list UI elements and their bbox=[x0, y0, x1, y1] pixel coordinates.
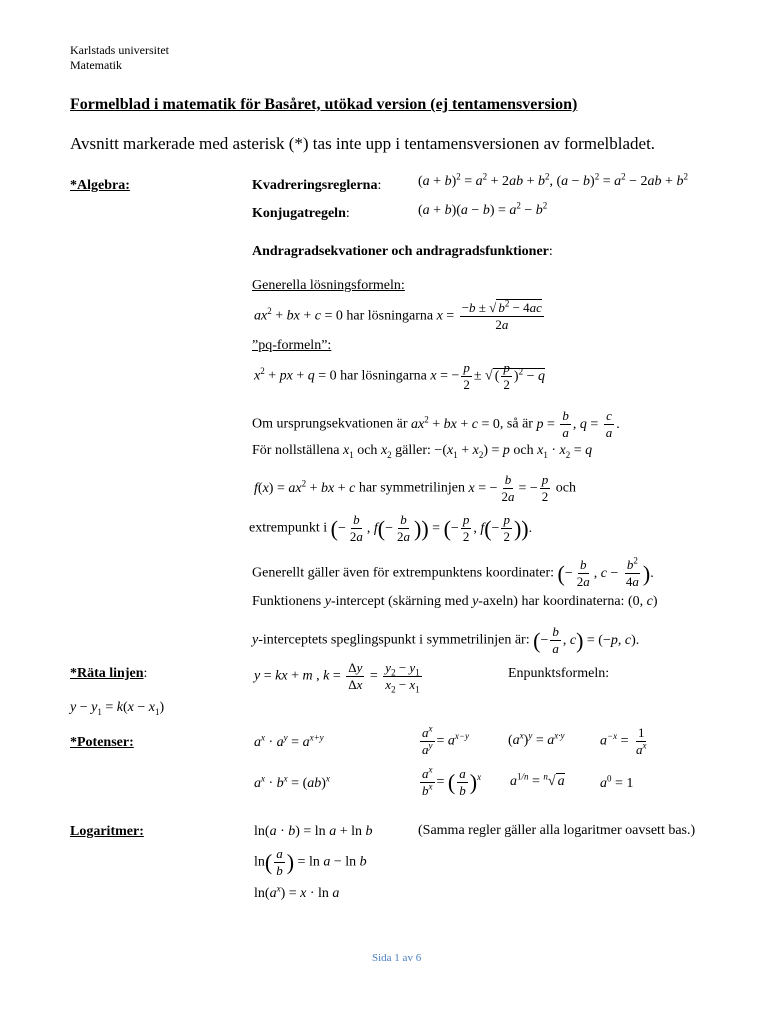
kvadrering-label: Kvadreringsreglerna: bbox=[252, 178, 382, 193]
enpunkt-formula: $y - y_1 = k(x - x_1)$ bbox=[70, 700, 165, 717]
log-power: $\ln(a^x) = x \cdot \ln a$ bbox=[254, 883, 340, 901]
generella-formula: $ax^2$ + bx + c = 0 har lösningarna x = $\frac{-b \pm √ b^2 - 4ac}{2a}$ bbox=[254, 298, 542, 332]
department-name: Matematik bbox=[70, 58, 122, 72]
university-name: Karlstads universitet bbox=[70, 43, 169, 57]
nollstallen-line: För nollställena $x_1$ och $x_2$ gäller: $-(x_1 + x_2) = p$ och $x_1 \cdot x_2 = q$ bbox=[252, 443, 593, 460]
andragrad-heading: Andragradsekvationer och andragradsfunktioner: bbox=[252, 244, 553, 259]
rata-linjen-formula: y = kx + m , k = $\frac{\Delta y}{\Delta x}$ = $\frac{y_2 - y_1}{x_2 - x_1}$ bbox=[254, 660, 420, 695]
potens-power: $(a^x)^y = a^{x\cdot y}$ bbox=[508, 730, 565, 748]
spegling-line: y-interceptets speglingspunkt i symmetrilinjen är: (− $\frac{b}{a}$ , c) = (−p, c). bbox=[252, 624, 640, 656]
potenser-heading: *Potenser: bbox=[70, 735, 134, 750]
konjugat-label: Konjugatregeln: bbox=[252, 206, 350, 221]
konjugat-formula: $(a + b)(a - b) = a^2 - b^2$ bbox=[418, 200, 548, 218]
generella-label: Generella lösningsformeln: bbox=[252, 278, 405, 293]
potens-product: $a^x \cdot a^y = a^{x+y}$ bbox=[254, 732, 324, 750]
generellt-line: Generellt gäller även för extrempunktens koordinater: (− $\frac{b}{2a}$ , c − $\frac{b^2}{4a}$ ). bbox=[252, 555, 654, 589]
potens-quotient-base: $\frac{a^x}{b^x}$ = ( $\frac{a}{b}$ )$^x$ bbox=[422, 764, 482, 798]
ursprung-line: Om ursprungsekvationen är $ax^2$ + bx + c = 0, så är p = $\frac{b}{a}$ , q = $\frac{c}{a}$ . bbox=[252, 408, 620, 440]
log-note: (Samma regler gäller alla logaritmer oavsett bas.) bbox=[418, 823, 696, 838]
page-title: Formelblad i matematik för Basåret, utökad version (ej tentamensversion) bbox=[70, 96, 578, 113]
rata-linjen-heading: *Räta linjen: bbox=[70, 666, 148, 681]
intro-text: Avsnitt markerade med asterisk (*) tas inte upp i tentamensversionen av formelbladet. bbox=[70, 134, 656, 153]
page-number: Sida 1 av 6 bbox=[372, 952, 422, 964]
extrempunkt-line: extrempunkt i (− $\frac{b}{2a}$ , f(− $\frac{b}{2a}$ )) = (− $\frac{p}{2}$ , f(− $\frac{p}{2}$ )). bbox=[249, 512, 533, 544]
potens-root: $a^{1/n} = ^n√$ a bbox=[510, 771, 565, 789]
log-quotient: ln( $\frac{a}{b}$ ) = ln a − ln b bbox=[254, 846, 367, 878]
potens-zero: $a^0 = 1$ bbox=[600, 773, 634, 791]
algebra-heading: *Algebra: bbox=[70, 178, 130, 193]
logaritmer-heading: Logaritmer: bbox=[70, 824, 144, 839]
enpunkt-label: Enpunktsformeln: bbox=[508, 666, 610, 681]
potens-quotient: $\frac{a^x}{a^y}$ = $a^{x-y}$ bbox=[422, 723, 469, 757]
intercept-line: Funktionens y-intercept (skärning med y-axeln) har koordinaterna: (0, c) bbox=[252, 594, 658, 609]
potens-product-base: $a^x \cdot b^x = (ab)^x$ bbox=[254, 773, 330, 791]
pq-formula: $x^2$ + px + q = 0 har lösningarna x = − $\frac{p}{2}$ ± √ ( $\frac{p}{2}$ )$^2$ − q bbox=[254, 360, 545, 392]
potens-negative: $a^{-x}$ = $\frac{1}{a^x}$ bbox=[600, 725, 647, 757]
log-product: ln(a · b) = ln a + ln b bbox=[254, 824, 373, 839]
kvadrering-formula: $(a + b)^2 = a^2 + 2ab + b^2$, $(a - b)^2 = a^2 - 2ab + b^2$ bbox=[418, 171, 688, 189]
pq-label: ”pq-formeln”: bbox=[252, 338, 332, 353]
symmetri-line: $f(x) = ax^2$ + bx + c har symmetrilinjen x = − $\frac{b}{2a}$ = − $\frac{p}{2}$ och bbox=[254, 472, 576, 504]
